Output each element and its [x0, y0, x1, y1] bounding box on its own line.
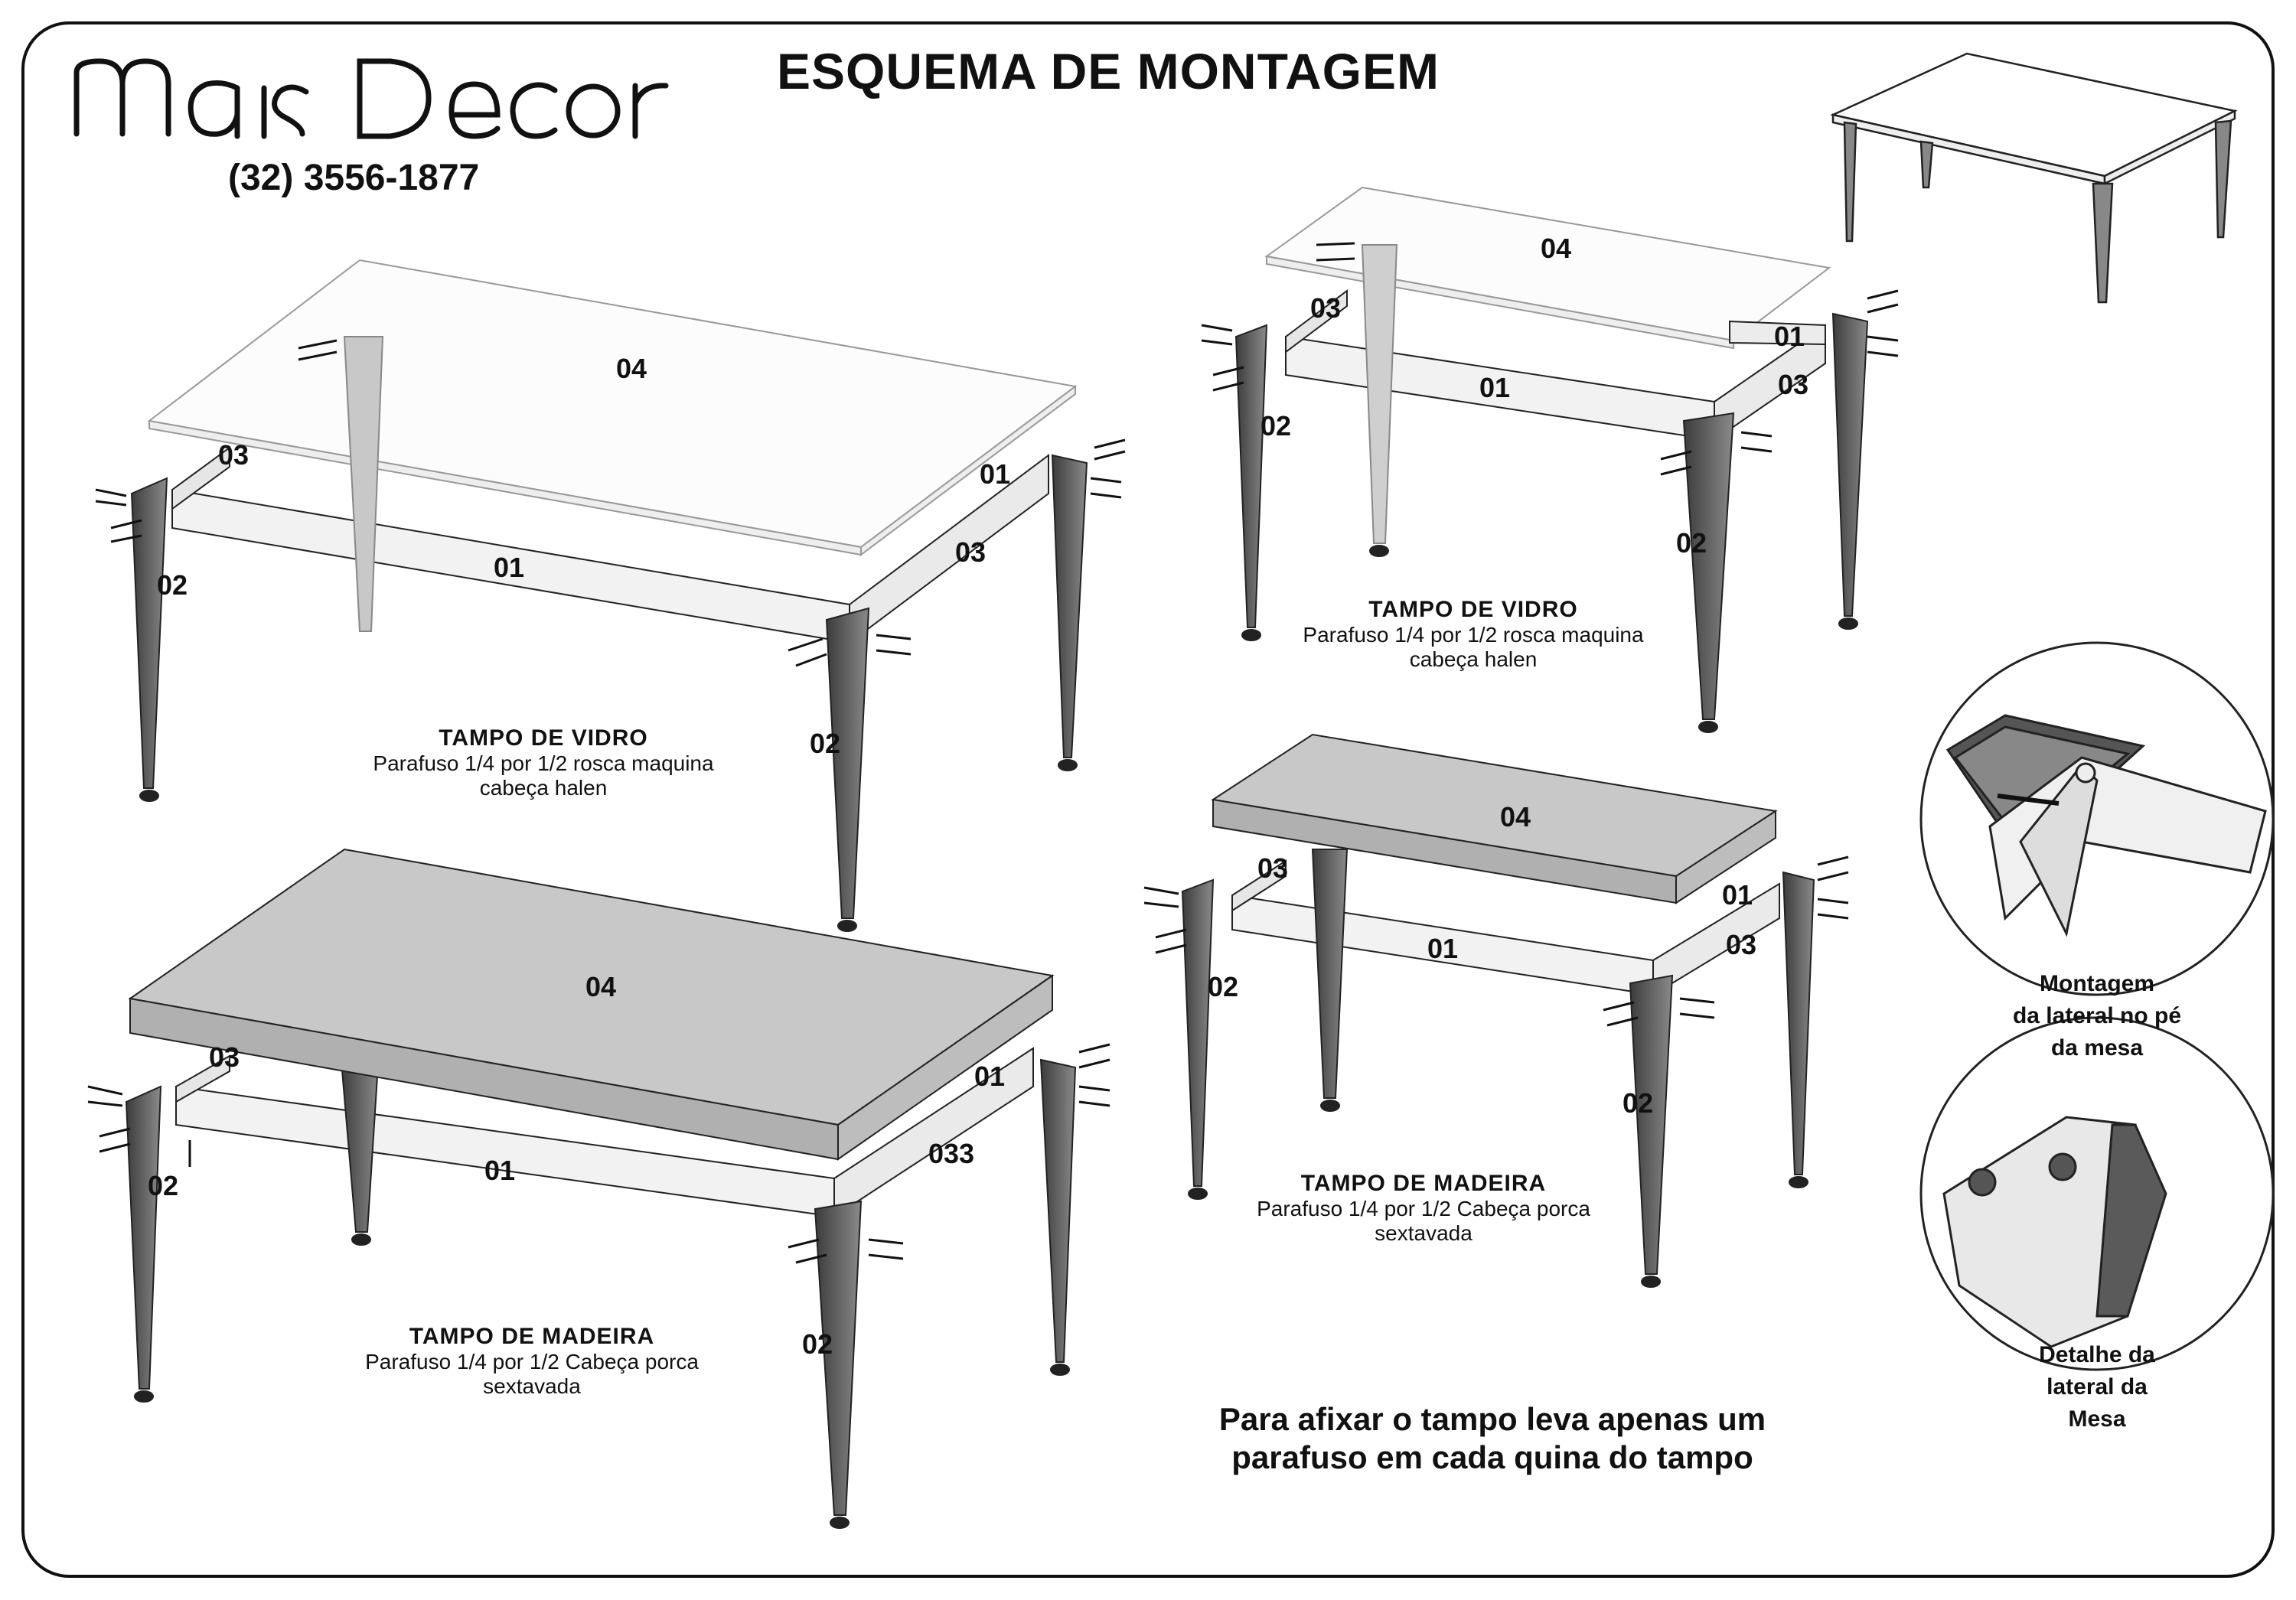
detail-line: da mesa	[2050, 1035, 2144, 1061]
caption-line: Parafuso 1/4 por 1/2 rosca maquina	[1303, 623, 1644, 647]
leg-back-right-small	[1833, 314, 1867, 616]
diagram-glass-large	[96, 260, 1125, 931]
part-label-02: 02	[156, 569, 188, 601]
caption-title: TAMPO DE MADEIRA	[409, 1324, 655, 1349]
caption-line: Parafuso 1/4 por 1/2 Cabeça porca	[365, 1350, 699, 1374]
caption-line: sextavada	[483, 1374, 581, 1398]
part-label-02: 02	[809, 728, 841, 759]
diagram-wood-large	[88, 849, 1110, 1528]
caption-line: sextavada	[1375, 1221, 1473, 1245]
part-label-03: 03	[1725, 929, 1757, 960]
part-label-04: 04	[585, 971, 617, 1002]
brand-name	[77, 54, 117, 62]
brand-logo	[77, 61, 666, 136]
part-label-04: 04	[1540, 233, 1572, 264]
leg-back-small	[1362, 245, 1397, 543]
detail-line: lateral da	[2047, 1374, 2148, 1400]
part-label-03: 03	[208, 1041, 240, 1073]
leg-front-left-small	[1236, 325, 1267, 627]
part-label-04: 04	[615, 353, 647, 384]
caption-line: cabeça halen	[1409, 647, 1538, 671]
part-label-03: 03	[1309, 292, 1342, 324]
caption-glass-small	[1282, 597, 1665, 672]
leg-front-left	[132, 478, 167, 788]
caption-line: Parafuso 1/4 por 1/2 Cabeça porca	[1257, 1197, 1590, 1220]
part-label-03: 03	[1257, 852, 1289, 884]
part-label-02: 02	[147, 1170, 179, 1201]
thumbnail-table	[1833, 54, 2235, 302]
part-label-02: 02	[1207, 971, 1239, 1002]
detail-circle-2	[1921, 1018, 2273, 1370]
leg-back-right-wood	[1041, 1060, 1075, 1362]
note-line: parafuso em cada quina do tampo	[1231, 1439, 1753, 1475]
detail-caption-2	[1944, 1339, 2250, 1435]
note-line: Para afixar o tampo leva apenas um	[1218, 1401, 1766, 1437]
part-label-01: 01	[1479, 372, 1511, 403]
leg-back	[344, 337, 383, 631]
part-label-01: 01	[1773, 321, 1805, 352]
part-label-03: 03	[1777, 369, 1809, 400]
caption-wood-small	[1232, 1171, 1615, 1246]
part-label-02: 02	[1675, 527, 1707, 559]
part-label-01: 01	[979, 458, 1011, 490]
detail-line: Montagem	[2040, 971, 2154, 996]
detail-caption-1	[1944, 968, 2250, 1064]
detail-line: Mesa	[2068, 1406, 2126, 1432]
part-label-01: 01	[493, 552, 525, 583]
part-label-04: 04	[1499, 801, 1531, 833]
leg-front-right-small	[1684, 413, 1733, 719]
mounting-note	[1148, 1400, 1837, 1477]
leg-front-left-wood	[126, 1087, 161, 1389]
leg-front-right	[827, 608, 869, 918]
part-label-033: 033	[928, 1138, 975, 1169]
leg-back-right	[1052, 455, 1087, 758]
part-label-03: 03	[954, 536, 987, 568]
caption-title: TAMPO DE VIDRO	[1368, 597, 1578, 622]
part-label-01: 01	[974, 1061, 1006, 1092]
caption-wood-large	[341, 1324, 723, 1399]
part-label-02: 02	[801, 1328, 833, 1360]
detail-circle-1	[1921, 643, 2273, 995]
caption-glass-large	[352, 725, 735, 800]
part-label-02: 02	[1622, 1087, 1654, 1119]
detail-line: Detalhe da	[2039, 1342, 2155, 1367]
brand-phone: (32) 3556-1877	[228, 158, 480, 198]
part-label-01: 01	[484, 1155, 516, 1186]
part-label-01: 01	[1721, 879, 1753, 911]
part-label-01: 01	[1427, 933, 1459, 964]
page-title: ESQUEMA DE MONTAGEM	[777, 43, 1440, 99]
caption-line: cabeça halen	[479, 776, 608, 800]
caption-line: Parafuso 1/4 por 1/2 rosca maquina	[373, 751, 714, 775]
caption-title: TAMPO DE MADEIRA	[1300, 1171, 1547, 1196]
part-label-03: 03	[217, 439, 249, 471]
detail-line: da lateral no pé	[2012, 1003, 2182, 1028]
caption-title: TAMPO DE VIDRO	[439, 725, 648, 751]
part-label-02: 02	[1260, 410, 1292, 442]
